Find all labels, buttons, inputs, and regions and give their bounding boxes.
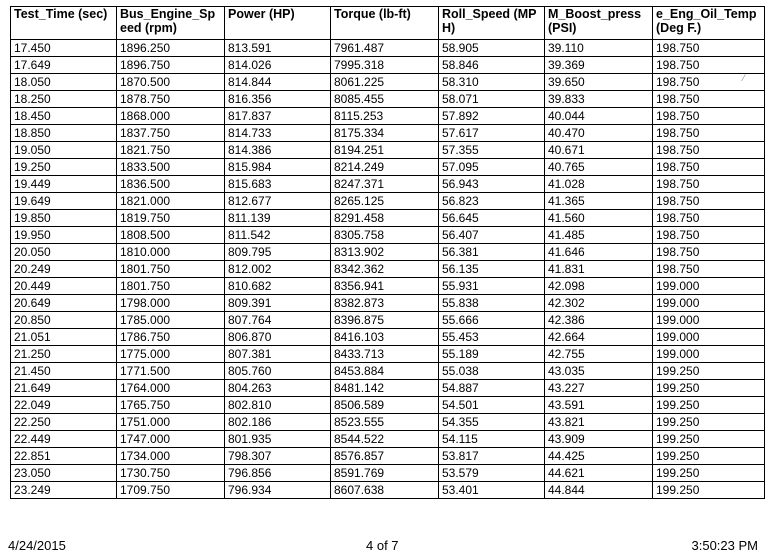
table-cell: 54.887 [439, 380, 545, 397]
table-cell: 8382.873 [331, 295, 439, 312]
table-cell: 199.250 [653, 465, 765, 482]
table-cell: 817.837 [225, 108, 331, 125]
table-cell: 198.750 [653, 176, 765, 193]
table-cell: 796.934 [225, 482, 331, 499]
table-cell: 814.026 [225, 57, 331, 74]
table-cell: 812.002 [225, 261, 331, 278]
table-row [11, 176, 765, 193]
table-row [11, 57, 765, 74]
table-cell: 1878.750 [117, 91, 225, 108]
table-cell: 8194.251 [331, 142, 439, 159]
table-row [11, 125, 765, 142]
table-cell: 20.850 [11, 312, 117, 329]
table-cell: 199.250 [653, 431, 765, 448]
table-cell: 22.851 [11, 448, 117, 465]
table-cell: 42.302 [545, 295, 653, 312]
table-cell: 198.750 [653, 125, 765, 142]
table-cell: 58.905 [439, 40, 545, 57]
table-cell: 58.846 [439, 57, 545, 74]
table-cell: 8247.371 [331, 176, 439, 193]
table-cell: 8523.555 [331, 414, 439, 431]
table-cell: 21.450 [11, 363, 117, 380]
table-cell: 199.250 [653, 482, 765, 499]
table-cell: 198.750 [653, 142, 765, 159]
data-table [10, 6, 765, 499]
table-cell: 8313.902 [331, 244, 439, 261]
table-cell: 58.071 [439, 91, 545, 108]
table-cell: 22.250 [11, 414, 117, 431]
table-cell: 42.664 [545, 329, 653, 346]
table-cell: 1798.000 [117, 295, 225, 312]
table-cell: 19.449 [11, 176, 117, 193]
table-cell: 8544.522 [331, 431, 439, 448]
stray-pen-mark: ⁄ [743, 73, 745, 83]
table-cell: 199.000 [653, 278, 765, 295]
table-cell: 53.401 [439, 482, 545, 499]
table-cell: 57.355 [439, 142, 545, 159]
table-cell: 805.760 [225, 363, 331, 380]
table-cell: 40.671 [545, 142, 653, 159]
table-cell: 54.501 [439, 397, 545, 414]
table-cell: 1837.750 [117, 125, 225, 142]
table-cell: 8115.253 [331, 108, 439, 125]
table-row [11, 346, 765, 363]
table-cell: 1765.750 [117, 397, 225, 414]
table-cell: 198.750 [653, 74, 765, 91]
table-cell: 199.000 [653, 346, 765, 363]
table-cell: 8342.362 [331, 261, 439, 278]
table-cell: 23.249 [11, 482, 117, 499]
table-cell: 801.935 [225, 431, 331, 448]
table-cell: 1786.750 [117, 329, 225, 346]
table-cell: 23.050 [11, 465, 117, 482]
table-cell: 21.051 [11, 329, 117, 346]
table-cell: 40.044 [545, 108, 653, 125]
table-row [11, 193, 765, 210]
table-cell: 53.817 [439, 448, 545, 465]
table-cell: 8061.225 [331, 74, 439, 91]
table-cell: 55.189 [439, 346, 545, 363]
table-cell: 807.381 [225, 346, 331, 363]
table-cell: 198.750 [653, 108, 765, 125]
table-cell: 20.249 [11, 261, 117, 278]
table-cell: 55.453 [439, 329, 545, 346]
table-cell: 43.591 [545, 397, 653, 414]
table-cell: 1801.750 [117, 278, 225, 295]
table-cell: 812.677 [225, 193, 331, 210]
table-cell: 41.646 [545, 244, 653, 261]
table-cell: 18.450 [11, 108, 117, 125]
table-cell: 198.750 [653, 210, 765, 227]
col-header-boost-press: M_Boost_press (PSI) [545, 7, 653, 40]
table-body [11, 40, 765, 499]
table-cell: 22.049 [11, 397, 117, 414]
table-row [11, 448, 765, 465]
table-cell: 1709.750 [117, 482, 225, 499]
table-cell: 198.750 [653, 261, 765, 278]
table-cell: 810.682 [225, 278, 331, 295]
table-cell: 814.386 [225, 142, 331, 159]
table-cell: 21.250 [11, 346, 117, 363]
col-header-roll-speed: Roll_Speed (MPH) [439, 7, 545, 40]
table-cell: 199.250 [653, 380, 765, 397]
col-header-engine-speed: Bus_Engine_Speed (rpm) [117, 7, 225, 40]
table-cell: 58.310 [439, 74, 545, 91]
table-cell: 8085.455 [331, 91, 439, 108]
table-cell: 804.263 [225, 380, 331, 397]
table-cell: 20.449 [11, 278, 117, 295]
table-row [11, 482, 765, 499]
table-cell: 1771.500 [117, 363, 225, 380]
footer-date: 4/24/2015 [8, 538, 66, 553]
table-cell: 8214.249 [331, 159, 439, 176]
table-cell: 44.621 [545, 465, 653, 482]
table-cell: 39.110 [545, 40, 653, 57]
table-cell: 199.250 [653, 397, 765, 414]
table-cell: 1764.000 [117, 380, 225, 397]
table-cell: 40.470 [545, 125, 653, 142]
table-cell: 8175.334 [331, 125, 439, 142]
table-cell: 57.892 [439, 108, 545, 125]
table-cell: 43.227 [545, 380, 653, 397]
table-cell: 41.485 [545, 227, 653, 244]
table-row [11, 363, 765, 380]
table-row [11, 295, 765, 312]
table-cell: 39.650 [545, 74, 653, 91]
table-row [11, 40, 765, 57]
table-cell: 807.764 [225, 312, 331, 329]
table-cell: 8305.758 [331, 227, 439, 244]
table-cell: 798.307 [225, 448, 331, 465]
table-cell: 39.833 [545, 91, 653, 108]
footer-page-number: 4 of 7 [366, 538, 399, 553]
table-cell: 44.425 [545, 448, 653, 465]
table-cell: 816.356 [225, 91, 331, 108]
table-cell: 802.186 [225, 414, 331, 431]
table-row [11, 380, 765, 397]
table-cell: 1819.750 [117, 210, 225, 227]
table-cell: 42.098 [545, 278, 653, 295]
table-cell: 811.139 [225, 210, 331, 227]
table-cell: 8576.857 [331, 448, 439, 465]
table-cell: 57.095 [439, 159, 545, 176]
table-cell: 8591.769 [331, 465, 439, 482]
col-header-power: Power (HP) [225, 7, 331, 40]
table-cell: 43.821 [545, 414, 653, 431]
table-cell: 54.115 [439, 431, 545, 448]
table-cell: 7995.318 [331, 57, 439, 74]
table-cell: 1775.000 [117, 346, 225, 363]
table-cell: 56.645 [439, 210, 545, 227]
table-cell: 56.407 [439, 227, 545, 244]
table-cell: 8291.458 [331, 210, 439, 227]
table-cell: 7961.487 [331, 40, 439, 57]
table-row [11, 74, 765, 91]
table-cell: 41.831 [545, 261, 653, 278]
table-cell: 199.250 [653, 448, 765, 465]
table-cell: 1821.000 [117, 193, 225, 210]
table-cell: 56.135 [439, 261, 545, 278]
table-cell: 1730.750 [117, 465, 225, 482]
table-cell: 199.250 [653, 363, 765, 380]
table-cell: 44.844 [545, 482, 653, 499]
table-cell: 43.035 [545, 363, 653, 380]
table-cell: 1747.000 [117, 431, 225, 448]
table-cell: 815.683 [225, 176, 331, 193]
table-cell: 39.369 [545, 57, 653, 74]
table-cell: 56.823 [439, 193, 545, 210]
table-cell: 814.733 [225, 125, 331, 142]
table-cell: 8265.125 [331, 193, 439, 210]
table-row [11, 244, 765, 261]
table-cell: 199.000 [653, 312, 765, 329]
table-row [11, 108, 765, 125]
table-cell: 8481.142 [331, 380, 439, 397]
table-cell: 55.838 [439, 295, 545, 312]
table-cell: 1751.000 [117, 414, 225, 431]
table-cell: 19.950 [11, 227, 117, 244]
table-row [11, 159, 765, 176]
table-cell: 8396.875 [331, 312, 439, 329]
table-cell: 809.391 [225, 295, 331, 312]
table-cell: 21.649 [11, 380, 117, 397]
table-row [11, 227, 765, 244]
table-cell: 17.450 [11, 40, 117, 57]
table-cell: 41.028 [545, 176, 653, 193]
table-cell: 811.542 [225, 227, 331, 244]
table-cell: 1734.000 [117, 448, 225, 465]
table-cell: 22.449 [11, 431, 117, 448]
table-cell: 42.755 [545, 346, 653, 363]
table-cell: 43.909 [545, 431, 653, 448]
table-cell: 42.386 [545, 312, 653, 329]
col-header-test-time: Test_Time (sec) [11, 7, 117, 40]
table-cell: 198.750 [653, 91, 765, 108]
table-cell: 53.579 [439, 465, 545, 482]
table-cell: 20.649 [11, 295, 117, 312]
table-cell: 40.765 [545, 159, 653, 176]
table-cell: 1801.750 [117, 261, 225, 278]
table-cell: 57.617 [439, 125, 545, 142]
table-cell: 198.750 [653, 57, 765, 74]
table-cell: 8506.589 [331, 397, 439, 414]
table-cell: 806.870 [225, 329, 331, 346]
table-cell: 802.810 [225, 397, 331, 414]
table-cell: 18.050 [11, 74, 117, 91]
table-cell: 198.750 [653, 193, 765, 210]
table-cell: 54.355 [439, 414, 545, 431]
table-row [11, 142, 765, 159]
table-cell: 1833.500 [117, 159, 225, 176]
table-cell: 1868.000 [117, 108, 225, 125]
table-cell: 199.000 [653, 295, 765, 312]
table-cell: 8433.713 [331, 346, 439, 363]
table-row [11, 329, 765, 346]
table-cell: 56.943 [439, 176, 545, 193]
table-cell: 198.750 [653, 40, 765, 57]
table-cell: 41.560 [545, 210, 653, 227]
table-cell: 8416.103 [331, 329, 439, 346]
header-row [11, 7, 765, 40]
table-row [11, 278, 765, 295]
table-row [11, 431, 765, 448]
table-cell: 199.250 [653, 414, 765, 431]
table-cell: 19.649 [11, 193, 117, 210]
table-cell: 18.850 [11, 125, 117, 142]
table-cell: 198.750 [653, 159, 765, 176]
table-cell: 813.591 [225, 40, 331, 57]
footer-time: 3:50:23 PM [691, 538, 758, 553]
table-cell: 55.931 [439, 278, 545, 295]
table-cell: 19.850 [11, 210, 117, 227]
table-row [11, 261, 765, 278]
table-cell: 1896.250 [117, 40, 225, 57]
table-cell: 56.381 [439, 244, 545, 261]
table-cell: 55.666 [439, 312, 545, 329]
table-cell: 815.984 [225, 159, 331, 176]
table-cell: 1785.000 [117, 312, 225, 329]
table-cell: 41.365 [545, 193, 653, 210]
table-cell: 198.750 [653, 244, 765, 261]
table-row [11, 91, 765, 108]
table-cell: 796.856 [225, 465, 331, 482]
table-cell: 1808.500 [117, 227, 225, 244]
table-cell: 809.795 [225, 244, 331, 261]
table-cell: 55.038 [439, 363, 545, 380]
table-row [11, 465, 765, 482]
table-cell: 814.844 [225, 74, 331, 91]
table-cell: 20.050 [11, 244, 117, 261]
col-header-torque: Torque (lb-ft) [331, 7, 439, 40]
table-cell: 1896.750 [117, 57, 225, 74]
table-cell: 19.250 [11, 159, 117, 176]
table-cell: 1810.000 [117, 244, 225, 261]
table-cell: 19.050 [11, 142, 117, 159]
table-cell: 17.649 [11, 57, 117, 74]
table-row [11, 210, 765, 227]
table-row [11, 312, 765, 329]
table-cell: 1870.500 [117, 74, 225, 91]
table-cell: 198.750 [653, 227, 765, 244]
table-cell: 8356.941 [331, 278, 439, 295]
table-cell: 1821.750 [117, 142, 225, 159]
table-cell: 1836.500 [117, 176, 225, 193]
table-cell: 8607.638 [331, 482, 439, 499]
table-cell: 8453.884 [331, 363, 439, 380]
table-cell: 18.250 [11, 91, 117, 108]
table-row [11, 414, 765, 431]
table-cell: 199.000 [653, 329, 765, 346]
col-header-oil-temp: e_Eng_Oil_Temp (Deg F.) [653, 7, 765, 40]
table-row [11, 397, 765, 414]
